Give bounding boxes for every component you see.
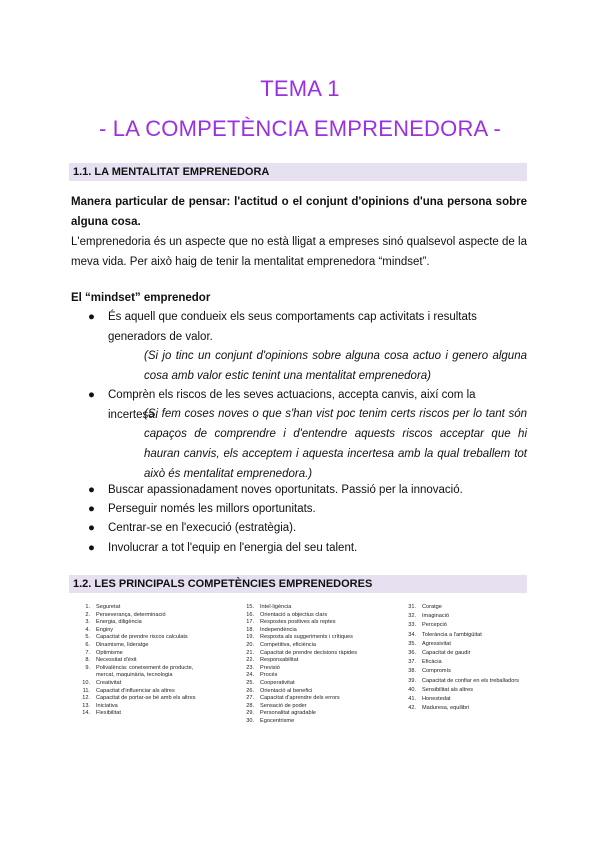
list-item [238, 612, 368, 620]
list-item-number: 18. [246, 626, 254, 633]
list-item [238, 680, 368, 688]
list-item [74, 703, 206, 711]
list-item-text: Dinamisme, lideratge [96, 641, 149, 648]
list-item-number: 35. [408, 640, 416, 647]
list-item-text: Buscar apassionadament noves oportunitats. Passió per la innovació. [108, 484, 463, 496]
list-item-number: 30. [246, 717, 254, 724]
list-item-text: Iniciativa [96, 702, 118, 709]
list-item [74, 612, 206, 620]
bullet-icon: ● [88, 542, 95, 554]
competencies-column-2 [238, 604, 368, 726]
list-item-number: 17. [246, 619, 254, 626]
list-item-text: Capacitat de portar-se bé amb els altres [96, 695, 196, 702]
list-item-text: Orientació al benefici [260, 687, 313, 694]
list-item-number: 10. [82, 679, 90, 686]
list-item-number: 40. [408, 686, 416, 693]
list-item [238, 672, 368, 680]
list-item-text: Imaginació [422, 613, 450, 620]
page-title: TEMA 1 [260, 76, 340, 101]
list-item-text: Resposta als suggeriments i crítiques [260, 634, 353, 641]
list-item [88, 480, 527, 500]
bullet-icon: ● [88, 389, 95, 401]
list-item-text: Procés [260, 672, 278, 679]
list-item-number: 37. [408, 659, 416, 666]
list-item-number: 9. [85, 664, 90, 671]
list-item-note: (Si fem coses noves o que s'han vist poc tenim certs riscos per lo tant són capaços de comprendre i d'entendre aquests riscos acceptar que hi hauran canvis, els acceptem i aquesta incertesa amb la qual treballem tot això és mentalitat emprenedora.) [144, 408, 527, 480]
list-item [400, 641, 528, 650]
list-item-text: Agressivitat [422, 640, 451, 647]
list-item-text: Intel·ligència [260, 604, 292, 610]
list-item-number: 14. [82, 710, 90, 717]
list-item [400, 613, 528, 622]
intro-paragraph: L'emprenedoria és un aspecte que no està lligat a empreses sinó qualsevol aspecte de la meva vida. Per això haig de tenir la mentalitat emprenedora “mindset”. [71, 236, 527, 268]
list-item-text: Maduresa, equilibri [422, 705, 470, 712]
list-item [238, 650, 368, 658]
list-item [238, 634, 368, 642]
list-item-number: 8. [85, 657, 90, 664]
list-item-text: Optimisme [96, 649, 123, 656]
list-item-text: Personalitat agradable [260, 710, 316, 717]
list-item-text: Creativitat [96, 679, 122, 686]
list-item-text: Capacitat de confiar en els treballadors [422, 677, 520, 684]
list-item [238, 604, 368, 612]
list-item-text: Flexibilitat [96, 710, 121, 717]
list-item-number: 6. [85, 641, 90, 648]
list-item-number: 34. [408, 631, 416, 638]
list-item-number: 21. [246, 649, 254, 656]
list-item [400, 622, 528, 631]
list-item [400, 668, 528, 677]
section-heading-mentalitat: 1.1. LA MENTALITAT EMPRENEDORA [69, 163, 527, 181]
list-item-number: 36. [408, 649, 416, 656]
list-item [238, 627, 368, 635]
list-item-note: (Si jo tinc un conjunt d'opinions sobre alguna cosa actuo i genero alguna cosa amb valor estic tenint una mentalitat emprenedora) [144, 350, 527, 382]
list-item-text: Sensibilitat als altres [422, 686, 473, 693]
list-item [74, 657, 206, 665]
list-item-text: Capacitat d'aprendre dels errors [260, 695, 340, 702]
list-item [238, 657, 368, 665]
list-item-text: Cooperativitat [260, 679, 295, 686]
list-item-number: 41. [408, 695, 416, 702]
list-item [88, 538, 527, 558]
list-item-text: Involucrar a tot l'equip en l'energia del seu talent. [108, 542, 358, 554]
list-item-text: Capacitat de prendre decisions ràpides [260, 649, 358, 656]
competencies-column-1 [74, 604, 206, 718]
list-item [74, 710, 206, 718]
list-item-text: Enginy [96, 626, 114, 633]
list-item [74, 688, 206, 696]
list-item-text: Coratge [422, 604, 442, 610]
list-item-text: Eficàcia [422, 659, 442, 666]
list-item-number: 33. [408, 622, 416, 629]
list-item [400, 659, 528, 668]
list-item [74, 604, 206, 612]
list-item [74, 619, 206, 627]
list-item [74, 695, 206, 703]
list-item-number: 19. [246, 634, 254, 641]
list-item-number: 31. [408, 604, 416, 610]
bullet-icon: ● [88, 503, 95, 515]
list-item-number: 3. [85, 619, 90, 626]
list-item-text: Compromís [422, 668, 451, 675]
list-item-text: Tolerància a l'ambigüitat [422, 631, 482, 638]
list-item [74, 665, 206, 680]
list-item-number: 16. [246, 611, 254, 618]
list-item [238, 703, 368, 711]
list-item [400, 696, 528, 705]
list-item-number: 25. [246, 679, 254, 686]
list-item-number: 28. [246, 702, 254, 709]
list-item-text: Responsabilitat [260, 657, 299, 664]
list-item-text: Energia, diligència [96, 619, 142, 626]
list-item-number: 26. [246, 687, 254, 694]
list-item [74, 642, 206, 650]
list-item [74, 627, 206, 635]
bullet-icon: ● [88, 484, 95, 496]
list-item [238, 688, 368, 696]
list-item-text: Independència [260, 626, 297, 633]
list-item-text: Comprèn els riscos de les seves actuacions, accepta canvis, així com la incertesa. [108, 389, 476, 421]
list-item [238, 619, 368, 627]
list-item-number: 7. [85, 649, 90, 656]
list-item [400, 632, 528, 641]
list-item-text: Capacitat d'influenciar als altres [96, 687, 175, 694]
list-item [238, 695, 368, 703]
list-item-number: 23. [246, 664, 254, 671]
list-item-number: 13. [82, 702, 90, 709]
section-heading-competencies: 1.2. LES PRINCIPALS COMPETÈNCIES EMPRENEDORES [69, 575, 527, 593]
list-item-number: 1. [85, 604, 90, 610]
definition-paragraph: Manera particular de pensar: l'actitud o el conjunt d'opinions d'una persona sobre alguna cosa. [71, 196, 527, 228]
list-item-number: 29. [246, 710, 254, 717]
list-item [400, 604, 528, 613]
list-item [74, 650, 206, 658]
list-item [400, 687, 528, 696]
list-item [74, 634, 206, 642]
list-item [238, 710, 368, 718]
list-item [400, 678, 528, 687]
list-item-number: 27. [246, 695, 254, 702]
list-item-number: 11. [82, 687, 90, 694]
list-item-number: 4. [85, 626, 90, 633]
list-item [88, 307, 527, 347]
list-item [88, 518, 527, 538]
list-item [238, 642, 368, 650]
competencies-column-3 [400, 604, 528, 714]
list-item [400, 705, 528, 714]
list-item-number: 22. [246, 657, 254, 664]
list-item-text: Perseverança, determinació [96, 611, 166, 618]
list-item-number: 24. [246, 672, 254, 679]
list-item-text: Centrar-se en l'execució (estratègia). [108, 522, 297, 534]
list-item-text: Capacitat de prendre riscos calculats [96, 634, 188, 641]
list-item [400, 650, 528, 659]
list-item-text: Necessitat d'èxit [96, 657, 137, 664]
list-item-number: 32. [408, 613, 416, 620]
list-item-text: És aquell que condueix els seus comportaments cap activitats i resultats generadors de valor. [108, 311, 477, 343]
list-item-number: 39. [408, 677, 416, 684]
list-item-text: Honestedat [422, 695, 451, 702]
list-item-number: 15. [246, 604, 254, 610]
list-item-number: 20. [246, 641, 254, 648]
list-item [88, 499, 527, 519]
list-item-number: 38. [408, 668, 416, 675]
list-item-text: Polivalència: coneixement de producte, mercat, maquinària, tecnologia [96, 664, 194, 679]
bullet-icon: ● [88, 522, 95, 534]
list-item-number: 5. [85, 634, 90, 641]
list-item [238, 665, 368, 673]
list-item-text: Percepció [422, 622, 447, 629]
list-item-text: Seguretat [96, 604, 121, 610]
bullet-icon: ● [88, 311, 95, 323]
list-item-number: 2. [85, 611, 90, 618]
list-item-text: Egocentrisme [260, 717, 295, 724]
list-item-text: Previsió [260, 664, 280, 671]
mindset-subheading: El “mindset” emprenedor [71, 292, 211, 304]
list-item-number: 12. [82, 695, 90, 702]
list-item-text: Perseguir només les millors oportunitats. [108, 503, 316, 515]
list-item-text: Competitiva, eficiència [260, 641, 316, 648]
list-item-number: 42. [408, 705, 416, 712]
list-item [238, 718, 368, 726]
page-subtitle: - LA COMPETÈNCIA EMPRENEDORA - [98, 116, 502, 141]
list-item-text: Respostes positives als reptes [260, 619, 336, 626]
list-item-text: Capacitat de gaudir [422, 649, 471, 656]
list-item-text: Sensació de poder [260, 702, 307, 709]
list-item-text: Orientació a objectius clars [260, 611, 328, 618]
list-item [74, 680, 206, 688]
